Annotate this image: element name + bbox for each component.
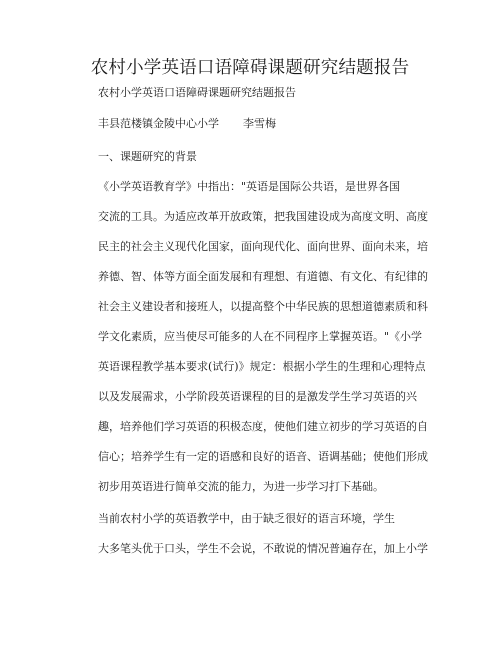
paragraph-line: 养德、智、体等方面全面发展和有理想、有道德、有文化、有纪律的 [98,270,428,283]
paragraph-line: 民主的社会主义现代化国家，面向现代化、面向世界、面向未来，培 [98,240,428,253]
paragraph-line: 大多笔头优于口头，学生不会说，不敢说的情况普遍存在，加上小学 [98,542,428,555]
document-subtitle: 农村小学英语口语障碍课题研究结题报告 [98,86,296,99]
paragraph-line: 英语课程教学基本要求(试行)》规定：根据小学生的生理和心理特点 [98,360,426,373]
school-name: 丰县范楼镇金陵中心小学 [98,117,219,130]
paragraph-line: 交流的工具。为适应改革开放政策，把我国建设成为高度文明、高度 [98,210,428,223]
paragraph-line: 初步用英语进行简单交流的能力，为进一步学习打下基础。 [98,480,384,493]
author-name: 李雪梅 [243,117,276,130]
paragraph-line: 学文化素质，应当使尽可能多的人在不同程序上掌握英语。"《小学 [98,330,423,343]
author-line [98,117,276,131]
paragraph-line: 《小学英语教育学》中指出："英语是国际公共语，是世界各国 [98,180,401,193]
paragraph-line: 信心；培养学生有一定的语感和良好的语音、语调基础；使他们形成 [98,450,428,463]
paragraph-line: 当前农村小学的英语教学中，由于缺乏很好的语言环境，学生 [98,512,395,525]
section-heading: 一、课题研究的背景 [98,150,197,163]
paragraph-line: 趣，培养他们学习英语的积极态度，使他们建立初步的学习英语的自 [98,420,428,433]
paragraph-line: 社会主义建设者和接班人，以提高整个中华民族的思想道德素质和科 [98,300,428,313]
paragraph-line: 以及发展需求，小学阶段英语课程的目的是激发学生学习英语的兴 [98,390,417,403]
document-title: 农村小学英语口语障碍课题研究结题报告 [90,58,410,78]
